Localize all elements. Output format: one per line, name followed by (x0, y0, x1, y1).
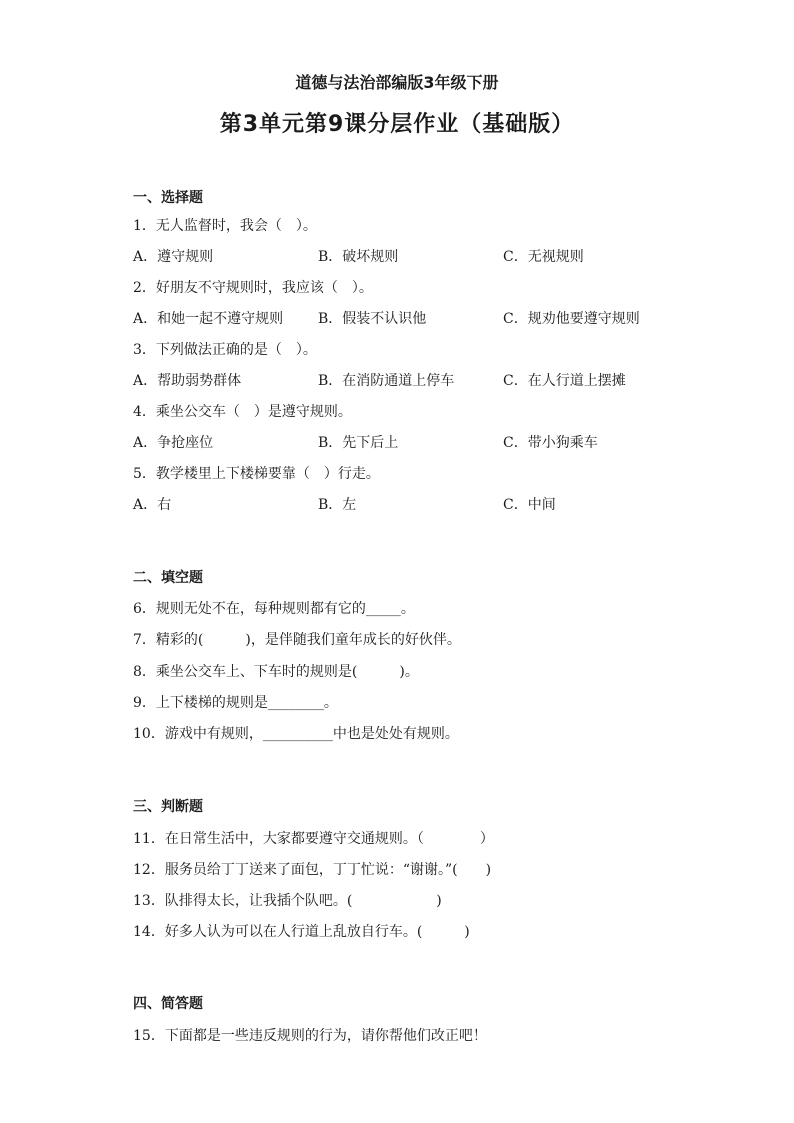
worksheet-title: 第3单元第9课分层作业（基础版） (219, 112, 575, 137)
question-8: 8．乘坐公交车上、下车时的规则是( )。 (133, 664, 419, 680)
question-6: 6．规则无处不在，每种规则都有它的_____。 (133, 601, 415, 617)
option-b: B．左 (318, 497, 357, 513)
option-a: A．和她一起不遵守规则 (133, 311, 284, 327)
option-a: A．右 (133, 497, 172, 513)
question-5: 5．教学楼里上下楼梯要靠（ ）行走。 (133, 466, 380, 482)
question-13: 13．队排得太长，让我插个队吧。( ) (133, 893, 442, 909)
section-heading-judge: 三、判断题 (133, 799, 203, 815)
section-heading-choice: 一、选择题 (133, 190, 203, 206)
option-a: A．帮助弱势群体 (133, 373, 242, 389)
question-4: 4．乘坐公交车（ ）是遵守规则。 (133, 404, 352, 420)
option-b: B．在消防通道上停车 (318, 373, 455, 389)
option-c: C．中间 (503, 497, 556, 513)
option-c: C．无视规则 (503, 249, 584, 265)
option-a: A．遵守规则 (133, 249, 214, 265)
question-1: 1．无人监督时，我会（ ）。 (133, 218, 317, 234)
option-c: C．规劝他要遵守规则 (503, 311, 640, 327)
option-b: B．先下后上 (318, 435, 399, 451)
question-7: 7．精彩的( )，是伴随我们童年成长的好伙伴。 (133, 632, 461, 648)
question-2: 2．好朋友不守规则时，我应该（ ）。 (133, 280, 373, 296)
question-12: 12．服务员给丁丁送来了面包，丁丁忙说：“谢谢。”( ) (133, 862, 492, 878)
question-11: 11．在日常生活中，大家都要遵守交通规则。（ ） (133, 831, 494, 847)
worksheet-subtitle: 道德与法治部编版3年级下册 (295, 73, 499, 92)
option-c: C．带小狗乘车 (503, 435, 598, 451)
section-heading-short-answer: 四、简答题 (133, 996, 203, 1012)
section-heading-fill: 二、填空题 (133, 570, 203, 586)
question-10: 10．游戏中有规则，__________中也是处处有规则。 (133, 726, 459, 742)
option-b: B．假装不认识他 (318, 311, 427, 327)
option-c: C．在人行道上摆摊 (503, 373, 626, 389)
option-b: B．破坏规则 (318, 249, 399, 265)
question-14: 14．好多人认为可以在人行道上乱放自行车。( ) (133, 924, 470, 940)
question-9: 9．上下楼梯的规则是________。 (133, 695, 338, 711)
question-15: 15．下面都是一些违反规则的行为，请你帮他们改正吧！ (133, 1028, 487, 1044)
question-3: 3．下列做法正确的是（ ）。 (133, 342, 317, 358)
option-a: A．争抢座位 (133, 435, 214, 451)
